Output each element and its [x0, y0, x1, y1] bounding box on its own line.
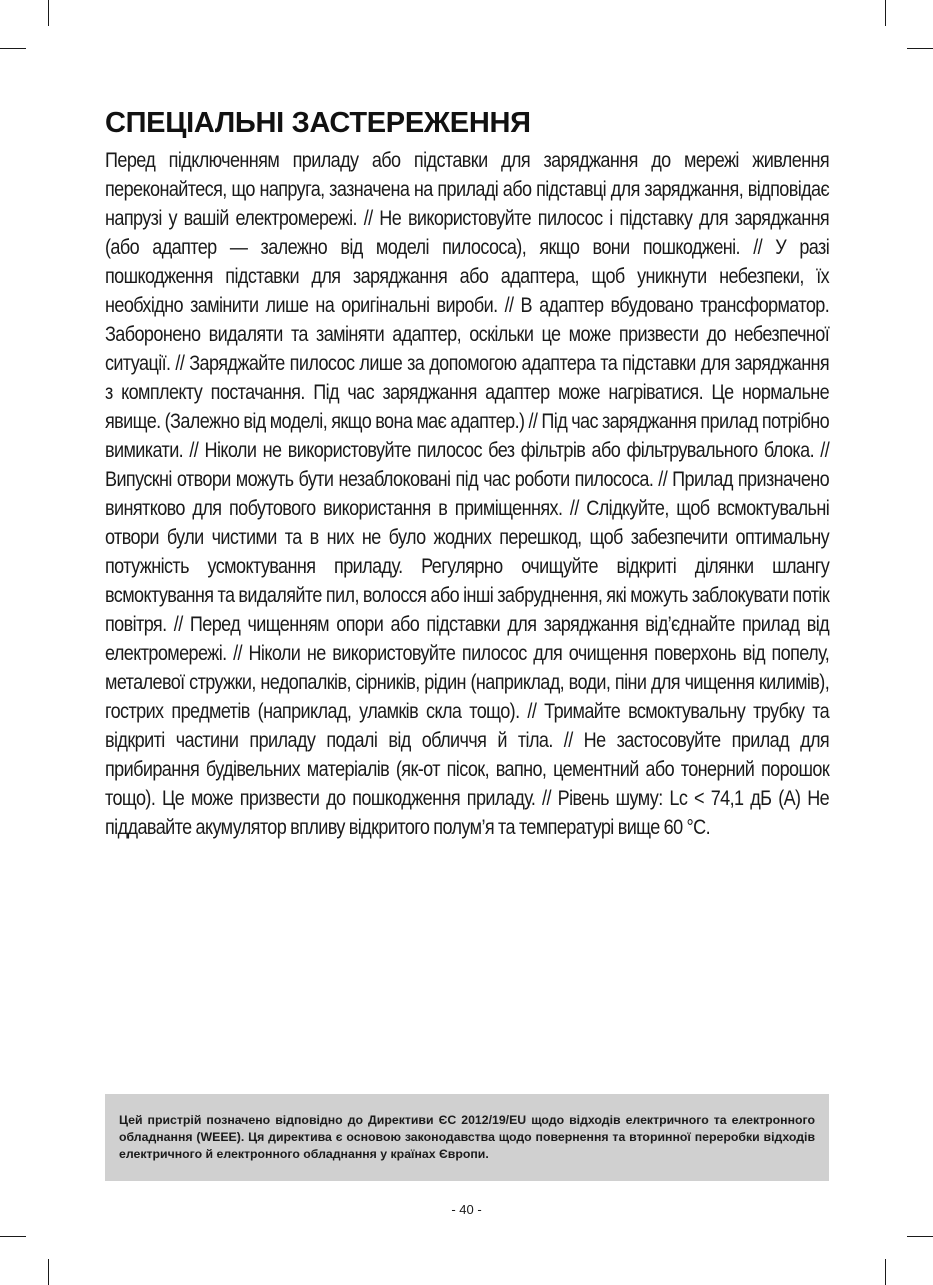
crop-mark-bottom-right-horizontal — [907, 1236, 933, 1237]
crop-mark-bottom-left-vertical — [48, 1259, 49, 1285]
crop-mark-top-left-vertical — [48, 0, 49, 26]
page-number: - 40 - — [451, 1202, 482, 1217]
weee-notice-text: Цей пристрій позначено відповідно до Директиви ЄС 2012/19/EU щодо відходів електричного та електронного обладнання (WEEE). Ця директива є основою законодавства щодо повернення та вторинної переробки відходів електричного й електронного обладнання у країнах Європи. — [119, 1113, 815, 1161]
page-title: СПЕЦІАЛЬНІ ЗАСТЕРЕЖЕННЯ — [105, 107, 531, 139]
crop-mark-top-right-horizontal — [907, 48, 933, 49]
crop-mark-top-left-horizontal — [0, 48, 26, 49]
crop-mark-top-right-vertical — [885, 0, 886, 26]
crop-mark-bottom-left-horizontal — [0, 1236, 26, 1237]
document-content — [105, 106, 829, 842]
crop-mark-bottom-right-vertical — [885, 1259, 886, 1285]
safety-instructions-text: Перед підключенням приладу або підставки для заряджання до мережі живлення переконайтеся, що напруга, зазначена на приладі або підставці для заряджання, відповідає напрузі у вашій електромережі. // Не використовуйте пилосос і підставку для заряджання (або адаптер — залежно від моделі пилососа), якщо вони пошкоджені. // У разі пошкодження підставки для заряджання або адаптера, щоб уникнути небезпеки, їх необхідно замінити лише на оригінальні вироби. // В адаптер вбудовано трансформатор. Заборонено видаляти та заміняти адаптер, оскільки це може призвести до небезпечної ситуації. // Заряджайте пилосос лише за допомогою адаптера та підставки для заряджання з комплекту постачання. Під час заряджання адаптер може нагріватися. Це нормальне явище. (Залежно від моделі, якщо вона має адаптер.) // Під час заряджання прилад потрібно вимикати. // Ніколи не використовуйте пилосос без фільтрів або фільтрувального блока. // Випускні отвори можуть бути незаблоковані під час роботи пилососа. // Прилад призначено винятково для побутового використання в приміщеннях. // Слідкуйте, щоб всмоктувальні отвори були чистими та в них не було жодних перешкод, щоб забезпечити оптимальну потужність усмоктування приладу. Регулярно очищуйте відкриті ділянки шлангу всмоктування та видаляйте пил, волосся або інші забруднення, які можуть заблокувати потік повітря. // Перед чищенням опори або підставки для заряджання від’єднайте прилад від електромережі. // Ніколи не використовуйте пилосос для очищення поверхонь від попелу, металевої стружки, недопалків, сірників, рідин (наприклад, води, піни для чищення килимів), гострих предметів (наприклад, уламків скла тощо). // Тримайте всмоктувальну трубку та відкриті частини приладу подалі від обличчя й тіла. // Не застосовуйте прилад для прибирання будівельних матеріалів (як-от пісок, вапно, цементний або тонерний порошок тощо). Це може призвести до пошкодження приладу. // Рівень шуму: Lc < 74,1 дБ (А) Не піддавайте акумулятор впливу відкритого полум’я та температурі вище 60 °С. — [105, 149, 830, 839]
weee-notice-box — [105, 1094, 829, 1181]
